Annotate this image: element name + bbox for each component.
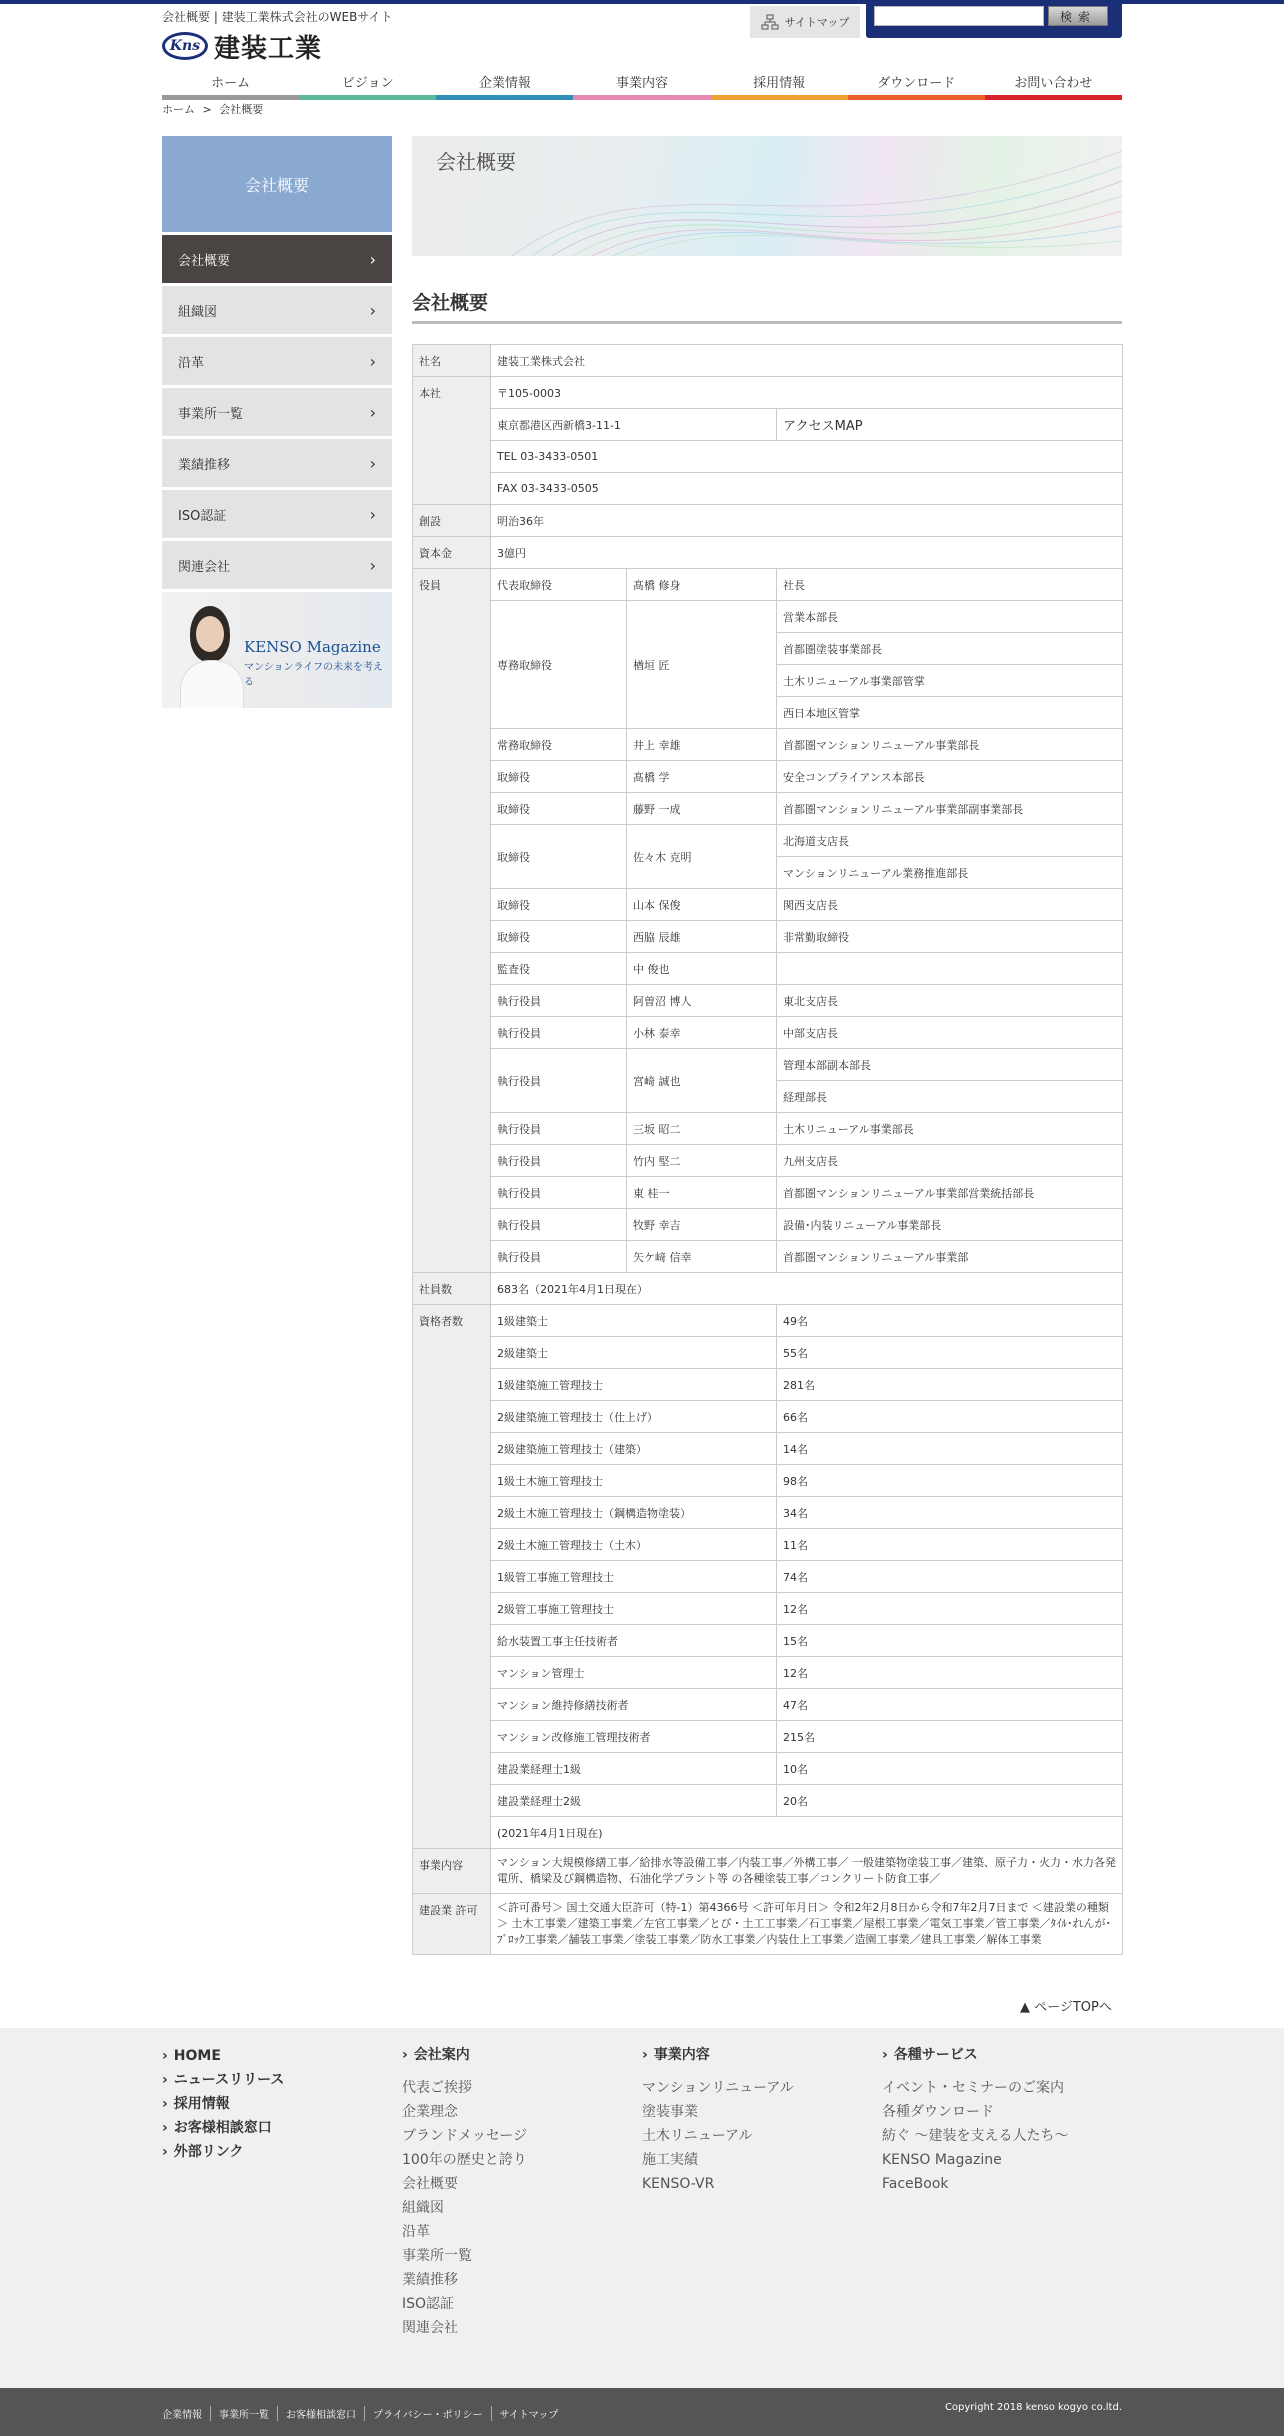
sidebar-item-0[interactable] (162, 235, 392, 283)
table-row (413, 1817, 1123, 1849)
hero-wave-pattern (412, 136, 1122, 256)
table-row (413, 1241, 1123, 1273)
qualification-name: 1級管工事施工管理技士 (491, 1561, 777, 1593)
footer-main-link-0[interactable] (162, 2044, 284, 2068)
sitemap-label: サイトマップ (784, 16, 850, 29)
row-header: 資格者数 (413, 1305, 491, 1849)
table-row (413, 953, 1123, 985)
page-top-link[interactable]: ▲ ページTOPへ (1020, 2000, 1112, 2015)
footer-service-links (882, 2044, 1068, 2196)
footer-link[interactable]: 関連会社 (402, 2320, 458, 2336)
footer-link[interactable]: マンションリニューアル (642, 2080, 794, 2096)
chevron-right-icon: › (162, 2048, 168, 2064)
qualification-count: 20名 (777, 1785, 1123, 1817)
nav-item-1[interactable]: ビジョン (299, 68, 436, 100)
banner-figure (180, 660, 244, 708)
officer-role: 首都圏マンションリニューアル事業部長 (777, 729, 1123, 761)
nav-item-6[interactable]: お問い合わせ (985, 68, 1122, 100)
footer-link[interactable]: 土木リニューアル (642, 2128, 753, 2144)
officer-title: 執行役員 (491, 1241, 627, 1273)
table-row (413, 1145, 1123, 1177)
table-row (413, 1529, 1123, 1561)
officer-title: 執行役員 (491, 1113, 627, 1145)
footer-label: ニュースリリース (173, 2072, 285, 2088)
license-content: ＜許可番号＞ 国土交通大臣許可（特-1）第4366号 ＜許可年月日＞ 令和2年2月8日から令和7年2月7日まで ＜建設業の種類＞ 土木工事業／建築工事業／左官工事業／とび・土工工事業／石工事業／屋根工事業／電気工事業／管工事業／ﾀｲﾙ･れんが･ﾌﾞﾛｯｸ工事業／舗装工事業／塗装工事業／防水工事業／内装仕上工事業／造園工事業／建具工事業／解体工事業 (491, 1894, 1123, 1955)
qualification-count: 12名 (777, 1657, 1123, 1689)
banner-title: KENSO Magazine (244, 638, 381, 656)
table-row (413, 793, 1123, 825)
table-row (413, 505, 1123, 537)
qualification-count: 14名 (777, 1433, 1123, 1465)
footer-main-link-1[interactable] (162, 2068, 284, 2092)
qualification-name: 2級建築施工管理技士（仕上げ） (491, 1401, 777, 1433)
chevron-right-icon: › (369, 555, 376, 575)
table-row (413, 1337, 1123, 1369)
table-row (413, 1017, 1123, 1049)
bottom-bar (0, 2388, 1284, 2436)
officer-role: マンションリニューアル業務推進部長 (777, 857, 1123, 889)
search-box (866, 0, 1122, 38)
breadcrumb-separator-icon: > (202, 103, 212, 116)
sidebar-item-label: 業績推移 (178, 457, 231, 473)
officer-name: 牧野 幸吉 (627, 1209, 777, 1241)
table-row (413, 1113, 1123, 1145)
nav-item-4[interactable]: 採用情報 (711, 68, 848, 100)
qualification-name: 2級建築士 (491, 1337, 777, 1369)
officer-role: 経理部長 (777, 1081, 1123, 1113)
table-cell: 〒105-0003 (491, 377, 1123, 409)
hero-title: 会社概要 (436, 150, 516, 174)
footer-label: 事業内容 (653, 2047, 710, 2063)
qualification-count: 12名 (777, 1593, 1123, 1625)
sidebar-item-label: 会社概要 (178, 253, 231, 269)
officer-role: 管理本部副本部長 (777, 1049, 1123, 1081)
bottom-link-4[interactable]: サイトマップ (499, 2410, 559, 2421)
sidebar-item-6[interactable] (162, 541, 392, 589)
breadcrumb-home[interactable]: ホーム (162, 103, 195, 116)
qualification-count: 11名 (777, 1529, 1123, 1561)
officer-role: 西日本地区管掌 (777, 697, 1123, 729)
officer-role: 首都圏塗装事業部長 (777, 633, 1123, 665)
officer-name: 小林 泰幸 (627, 1017, 777, 1049)
chevron-right-icon: › (369, 351, 376, 371)
table-row (413, 1753, 1123, 1785)
access-map-link[interactable]: アクセスMAP (777, 409, 1123, 441)
row-header: 本社 (413, 377, 491, 505)
officer-title: 執行役員 (491, 1209, 627, 1241)
officer-role: 非常勤取締役 (777, 921, 1123, 953)
officer-title: 取締役 (491, 761, 627, 793)
table-row (413, 825, 1123, 857)
footer-link[interactable]: 施工実績 (642, 2152, 698, 2168)
footer-link[interactable]: KENSO Magazine (882, 2152, 1002, 2168)
officer-title: 取締役 (491, 889, 627, 921)
footer-label: 各種サービス (893, 2047, 978, 2063)
qualification-count: 281名 (777, 1369, 1123, 1401)
officer-role: 設備･内装リニューアル事業部長 (777, 1209, 1123, 1241)
sidebar-title: 会社概要 (162, 136, 392, 232)
table-row (413, 921, 1123, 953)
footer-link[interactable]: イベント・セミナーのご案内 (882, 2080, 1064, 2096)
row-header: 資本金 (413, 537, 491, 569)
officer-name: 佐々木 克明 (627, 825, 777, 889)
officer-title: 執行役員 (491, 1017, 627, 1049)
qualification-count: 34名 (777, 1497, 1123, 1529)
table-row (413, 569, 1123, 601)
sidebar-item-label: 事業所一覧 (178, 406, 244, 422)
footer-link[interactable]: ISO認証 (402, 2296, 455, 2312)
footer-label: お客様相談窓口 (173, 2120, 272, 2136)
sidebar-item-label: 組織図 (178, 304, 218, 320)
table-row (413, 1593, 1123, 1625)
chevron-right-icon: › (369, 249, 376, 269)
footer-label: 外部リンク (173, 2144, 244, 2160)
table-cell: 3億円 (491, 537, 1123, 569)
officer-role: 首都圏マンションリニューアル事業部 (777, 1241, 1123, 1273)
sidebar-item-1[interactable] (162, 286, 392, 334)
chevron-right-icon: › (162, 2072, 168, 2088)
qualification-count: 49名 (777, 1305, 1123, 1337)
breadcrumb (162, 101, 267, 117)
nav-item-5[interactable]: ダウンロード (848, 68, 985, 100)
officer-name: 藤野 一成 (627, 793, 777, 825)
table-row (413, 1894, 1123, 1955)
chevron-right-icon: › (162, 2120, 168, 2136)
footer-main-links (162, 2044, 284, 2164)
officer-role: 関西支店長 (777, 889, 1123, 921)
footer-link[interactable]: 会社概要 (402, 2176, 458, 2192)
nav-item-2[interactable]: 企業情報 (436, 68, 573, 100)
officer-role: 土木リニューアル事業部管掌 (777, 665, 1123, 697)
table-row (413, 889, 1123, 921)
qualification-count: 215名 (777, 1721, 1123, 1753)
table-row (413, 1657, 1123, 1689)
search-button[interactable]: 検索 (1048, 6, 1108, 26)
officer-title: 監査役 (491, 953, 627, 985)
footer-link[interactable]: 沿革 (402, 2224, 430, 2240)
table-row (413, 1401, 1123, 1433)
officer-title: 取締役 (491, 793, 627, 825)
table-row (413, 601, 1123, 633)
table-row (413, 1369, 1123, 1401)
nav-item-0[interactable]: ホーム (162, 68, 299, 100)
officer-role: 東北支店長 (777, 985, 1123, 1017)
qualification-count: 47名 (777, 1689, 1123, 1721)
officer-title: 代表取締役 (491, 569, 627, 601)
hero-banner (412, 136, 1122, 256)
table-cell: 683名（2021年4月1日現在） (491, 1273, 1123, 1305)
row-header: 事業内容 (413, 1849, 491, 1894)
qualification-count: 66名 (777, 1401, 1123, 1433)
table-row (413, 1433, 1123, 1465)
footer-link[interactable]: 事業所一覧 (402, 2248, 472, 2264)
business-content: マンション大規模修繕工事／給排水等設備工事／内装工事／外構工事／ 一般建築物塗装工事／建築、原子力・火力・水力各発電所、橋梁及び鋼構造物、石油化学プラント等 の各種塗装工事／コンクリート防食工事／ (491, 1849, 1123, 1894)
table-row (413, 1625, 1123, 1657)
table-row (413, 761, 1123, 793)
officer-title: 執行役員 (491, 1177, 627, 1209)
bottom-link-0[interactable]: 企業情報 (162, 2406, 211, 2421)
officer-name: 楢垣 匠 (627, 601, 777, 729)
table-row (413, 441, 1123, 473)
officer-name: 三坂 昭二 (627, 1113, 777, 1145)
officer-name: 髙橋 修身 (627, 569, 777, 601)
chevron-right-icon: › (882, 2047, 888, 2063)
footer-link[interactable]: 100年の歴史と誇り (402, 2152, 527, 2168)
officer-title: 常務取締役 (491, 729, 627, 761)
officer-role: 首都圏マンションリニューアル事業部営業統括部長 (777, 1177, 1123, 1209)
table-row (413, 1049, 1123, 1081)
sidebar-item-label: 沿革 (178, 355, 205, 371)
footer-link[interactable]: 紡ぐ ～建装を支える人たち～ (882, 2128, 1069, 2144)
table-row (413, 1497, 1123, 1529)
footer-link[interactable]: 代表ご挨拶 (402, 2080, 472, 2096)
officer-title: 取締役 (491, 825, 627, 889)
footer-business-links (642, 2044, 794, 2196)
officer-name: 中 俊也 (627, 953, 777, 985)
qualification-note: (2021年4月1日現在) (491, 1817, 1123, 1849)
logo[interactable] (162, 30, 322, 62)
table-row (413, 1689, 1123, 1721)
table-row (413, 409, 1123, 441)
copyright: Copyright 2018 kenso kogyo co.ltd. (944, 2402, 1122, 2413)
section-title: 会社概要 (412, 288, 1122, 324)
table-row (413, 377, 1123, 409)
banner-face (196, 616, 224, 652)
sitemap-button[interactable] (750, 6, 860, 38)
qualification-name: 2級土木施工管理技士（土木） (491, 1529, 777, 1561)
table-cell: TEL 03-3433-0501 (491, 441, 1123, 473)
qualification-name: マンション改修施工管理技術者 (491, 1721, 777, 1753)
sidebar-item-4[interactable] (162, 439, 392, 487)
officer-role (777, 953, 1123, 985)
footer-heading (642, 2044, 794, 2064)
search-input[interactable] (874, 6, 1044, 26)
footer-label: HOME (173, 2048, 221, 2064)
officer-role: 営業本部長 (777, 601, 1123, 633)
sidebar-item-5[interactable] (162, 490, 392, 538)
footer-link[interactable]: KENSO-VR (642, 2176, 715, 2192)
qualification-count: 15名 (777, 1625, 1123, 1657)
footer-company-links (402, 2044, 527, 2340)
chevron-right-icon: › (162, 2144, 168, 2160)
footer-link[interactable]: ブランドメッセージ (402, 2128, 528, 2144)
table-row (413, 1721, 1123, 1753)
officer-title: 執行役員 (491, 1145, 627, 1177)
officer-title: 取締役 (491, 921, 627, 953)
banner-subtitle: マンションライフの未来を考える (244, 662, 383, 688)
officer-role: 社長 (777, 569, 1123, 601)
qualification-name: マンション維持修繕技術者 (491, 1689, 777, 1721)
bottom-link-2[interactable]: お客様相談窓口 (278, 2406, 365, 2421)
table-row (413, 729, 1123, 761)
officer-title: 執行役員 (491, 1049, 627, 1113)
footer-link[interactable]: FaceBook (882, 2176, 949, 2192)
nav-item-3[interactable]: 事業内容 (573, 68, 710, 100)
qualification-name: 2級建築施工管理技士（建築） (491, 1433, 777, 1465)
officer-role: 九州支店長 (777, 1145, 1123, 1177)
officer-role: 安全コンプライアンス本部長 (777, 761, 1123, 793)
site-tagline: 会社概要 | 建装工業株式会社のWEBサイト (162, 10, 393, 24)
qualification-name: 1級土木施工管理技士 (491, 1465, 777, 1497)
table-cell: FAX 03-3433-0505 (491, 473, 1123, 505)
footer-heading (402, 2044, 527, 2064)
officer-name: 髙橋 学 (627, 761, 777, 793)
footer (0, 2028, 1284, 2388)
chevron-right-icon: › (369, 453, 376, 473)
qualification-count: 98名 (777, 1465, 1123, 1497)
chevron-right-icon: › (369, 402, 376, 422)
officer-name: 宮崎 誠也 (627, 1049, 777, 1113)
table-row (413, 473, 1123, 505)
bottom-link-3[interactable]: プライバシー・ポリシー (365, 2406, 492, 2421)
officer-name: 西脇 辰雄 (627, 921, 777, 953)
global-nav (162, 68, 1122, 100)
row-header: 建設業 許可 (413, 1894, 491, 1955)
officer-title: 専務取締役 (491, 601, 627, 729)
qualification-name: 建設業経理士1級 (491, 1753, 777, 1785)
row-header: 社名 (413, 345, 491, 377)
officer-role: 土木リニューアル事業部長 (777, 1113, 1123, 1145)
row-header: 役員 (413, 569, 491, 1273)
qualification-name: 給水装置工事主任技術者 (491, 1625, 777, 1657)
footer-link[interactable]: 企業理念 (402, 2104, 458, 2120)
table-cell: 明治36年 (491, 505, 1123, 537)
table-row (413, 537, 1123, 569)
qualification-count: 74名 (777, 1561, 1123, 1593)
sidebar-item-label: ISO認証 (178, 508, 227, 524)
sitemap-icon (761, 14, 779, 30)
table-row (413, 1561, 1123, 1593)
qualification-count: 55名 (777, 1337, 1123, 1369)
footer-link[interactable]: 塗装事業 (642, 2104, 698, 2120)
officer-role: 北海道支店長 (777, 825, 1123, 857)
table-row (413, 985, 1123, 1017)
footer-label: 会社案内 (413, 2047, 470, 2063)
sidebar-item-label: 関連会社 (178, 559, 231, 575)
footer-link[interactable]: 業績推移 (402, 2272, 458, 2288)
officer-name: 井上 幸雄 (627, 729, 777, 761)
officer-name: 阿曽沼 博人 (627, 985, 777, 1017)
officer-role: 首都圏マンションリニューアル事業部副事業部長 (777, 793, 1123, 825)
bottom-links (162, 2406, 566, 2421)
table-row (413, 1465, 1123, 1497)
qualification-name: 2級管工事施工管理技士 (491, 1593, 777, 1625)
officer-name: 矢ケ﨑 信幸 (627, 1241, 777, 1273)
row-header: 社員数 (413, 1273, 491, 1305)
chevron-right-icon: › (369, 300, 376, 320)
qualification-name: 1級建築士 (491, 1305, 777, 1337)
logo-mark-icon: Kns (162, 32, 208, 60)
chevron-right-icon: › (642, 2047, 648, 2063)
footer-link[interactable]: 各種ダウンロード (882, 2104, 994, 2120)
logo-text: 建装工業 (214, 33, 323, 64)
qualification-name: 1級建築施工管理技士 (491, 1369, 777, 1401)
officer-name: 東 桂一 (627, 1177, 777, 1209)
footer-main-link-2[interactable] (162, 2092, 284, 2116)
breadcrumb-current: 会社概要 (219, 103, 264, 116)
table-row (413, 1305, 1123, 1337)
footer-label: 採用情報 (173, 2096, 230, 2112)
footer-link[interactable]: 組織図 (402, 2200, 444, 2216)
footer-main-link-4[interactable] (162, 2140, 284, 2164)
table-row (413, 345, 1123, 377)
qualification-name: マンション管理士 (491, 1657, 777, 1689)
officer-role: 中部支店長 (777, 1017, 1123, 1049)
table-row (413, 1177, 1123, 1209)
chevron-right-icon: › (162, 2096, 168, 2112)
footer-main-link-3[interactable] (162, 2116, 284, 2140)
table-row (413, 1849, 1123, 1894)
table-row (413, 1785, 1123, 1817)
row-header: 創設 (413, 505, 491, 537)
kenso-magazine-banner[interactable] (162, 592, 392, 708)
table-row (413, 1273, 1123, 1305)
officer-title: 執行役員 (491, 985, 627, 1017)
officer-name: 山本 保俊 (627, 889, 777, 921)
sidebar-item-3[interactable] (162, 388, 392, 436)
chevron-right-icon: › (369, 504, 376, 524)
sidebar (162, 136, 392, 708)
officer-name: 竹内 堅二 (627, 1145, 777, 1177)
company-info-table (412, 344, 1123, 1955)
table-row (413, 1209, 1123, 1241)
table-cell: 東京都港区西新橋3-11-1 (491, 409, 777, 441)
footer-heading (882, 2044, 1068, 2064)
bottom-link-1[interactable]: 事業所一覧 (211, 2406, 278, 2421)
chevron-right-icon: › (402, 2047, 408, 2063)
qualification-name: 建設業経理士2級 (491, 1785, 777, 1817)
qualification-name: 2級土木施工管理技士（鋼構造物塗装） (491, 1497, 777, 1529)
qualification-count: 10名 (777, 1753, 1123, 1785)
sidebar-item-2[interactable] (162, 337, 392, 385)
table-cell: 建装工業株式会社 (491, 345, 1123, 377)
